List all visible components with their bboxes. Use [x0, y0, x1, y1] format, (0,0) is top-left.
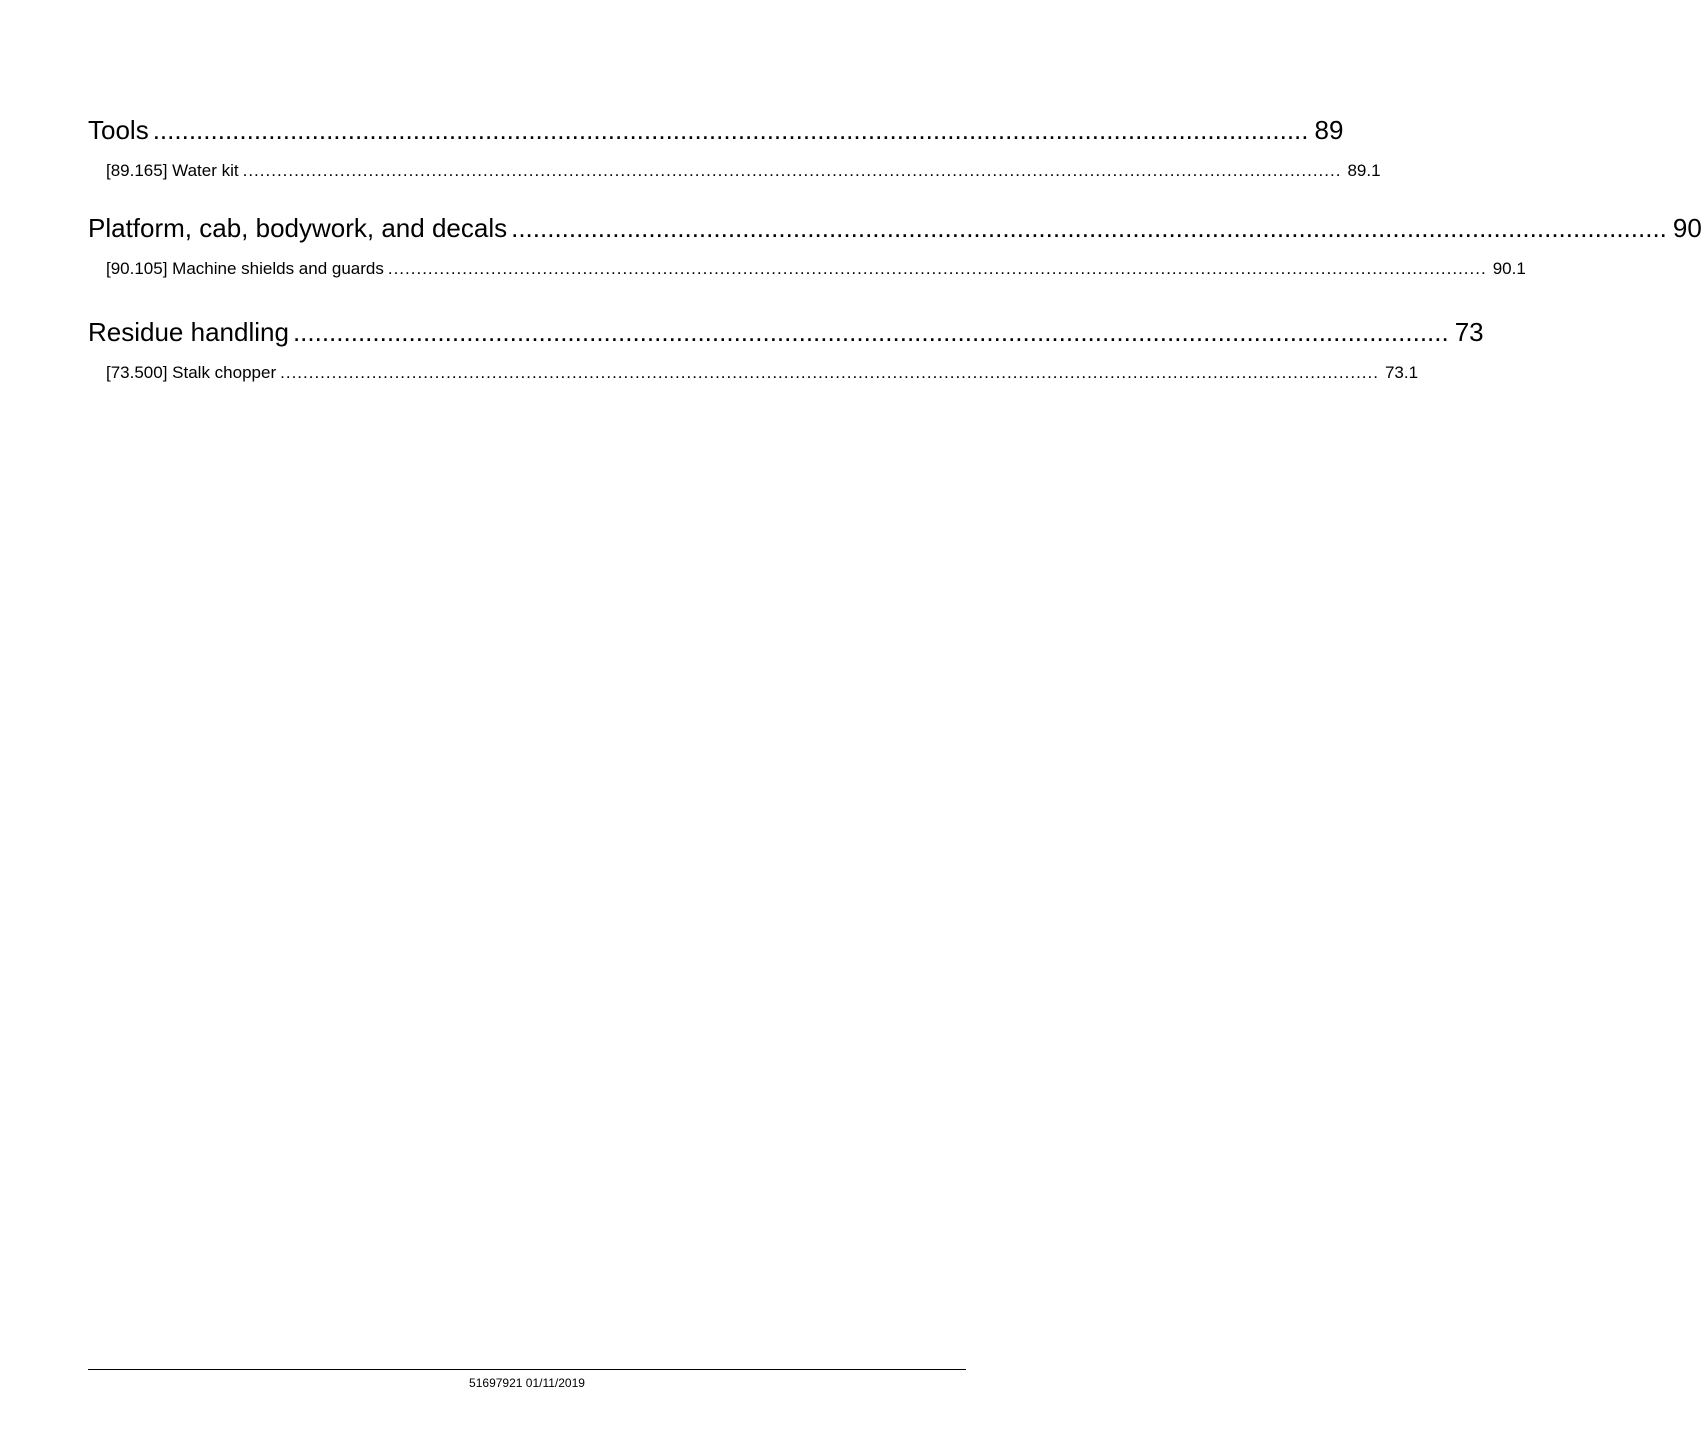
section-page-number: 73.1 [1384, 363, 1419, 382]
toc-section-water-kit[interactable] [88, 158, 1381, 184]
toc-section-stalk-chopper[interactable] [88, 360, 1419, 386]
chapter-title: Platform, cab, bodywork, and decals [88, 213, 508, 243]
toc-section-machine-shields-guards[interactable] [88, 256, 1526, 282]
chapter-page-number: 89 [1314, 115, 1344, 145]
section-title: [89.165] Water kit [106, 161, 239, 180]
section-page-number: 89.1 [1347, 161, 1381, 180]
dot-leader: ................................................................................................................................................................ [152, 115, 1309, 145]
chapter-page-number: 90 [1672, 213, 1702, 243]
section-title: [90.105] Machine shields and guards [106, 259, 384, 278]
chapter-title: Tools [88, 115, 149, 145]
section-page-number: 90.1 [1492, 259, 1526, 278]
toc-chapter-tools[interactable] [88, 110, 1344, 150]
toc-chapter-platform-cab-bodywork-decals[interactable] [88, 208, 1702, 248]
chapter-title: Residue handling [88, 317, 289, 347]
dot-leader: ................................................................................................................................................................ [511, 213, 1667, 243]
dot-leader: ................................................................................................................................................................................................ [280, 363, 1379, 382]
footer-document-id: 51697921 01/11/2019 [469, 1376, 585, 1390]
table-of-contents [88, 110, 1702, 386]
chapter-page-number: 73 [1454, 317, 1484, 347]
dot-leader: ................................................................................................................................................................................................ [242, 161, 1342, 180]
dot-leader: ................................................................................................................................................................................................ [387, 259, 1487, 278]
footer-divider [88, 1369, 966, 1370]
toc-chapter-residue-handling[interactable] [88, 312, 1484, 352]
dot-leader: ................................................................................................................................................................ [292, 317, 1449, 347]
section-title: [73.500] Stalk chopper [106, 363, 277, 382]
